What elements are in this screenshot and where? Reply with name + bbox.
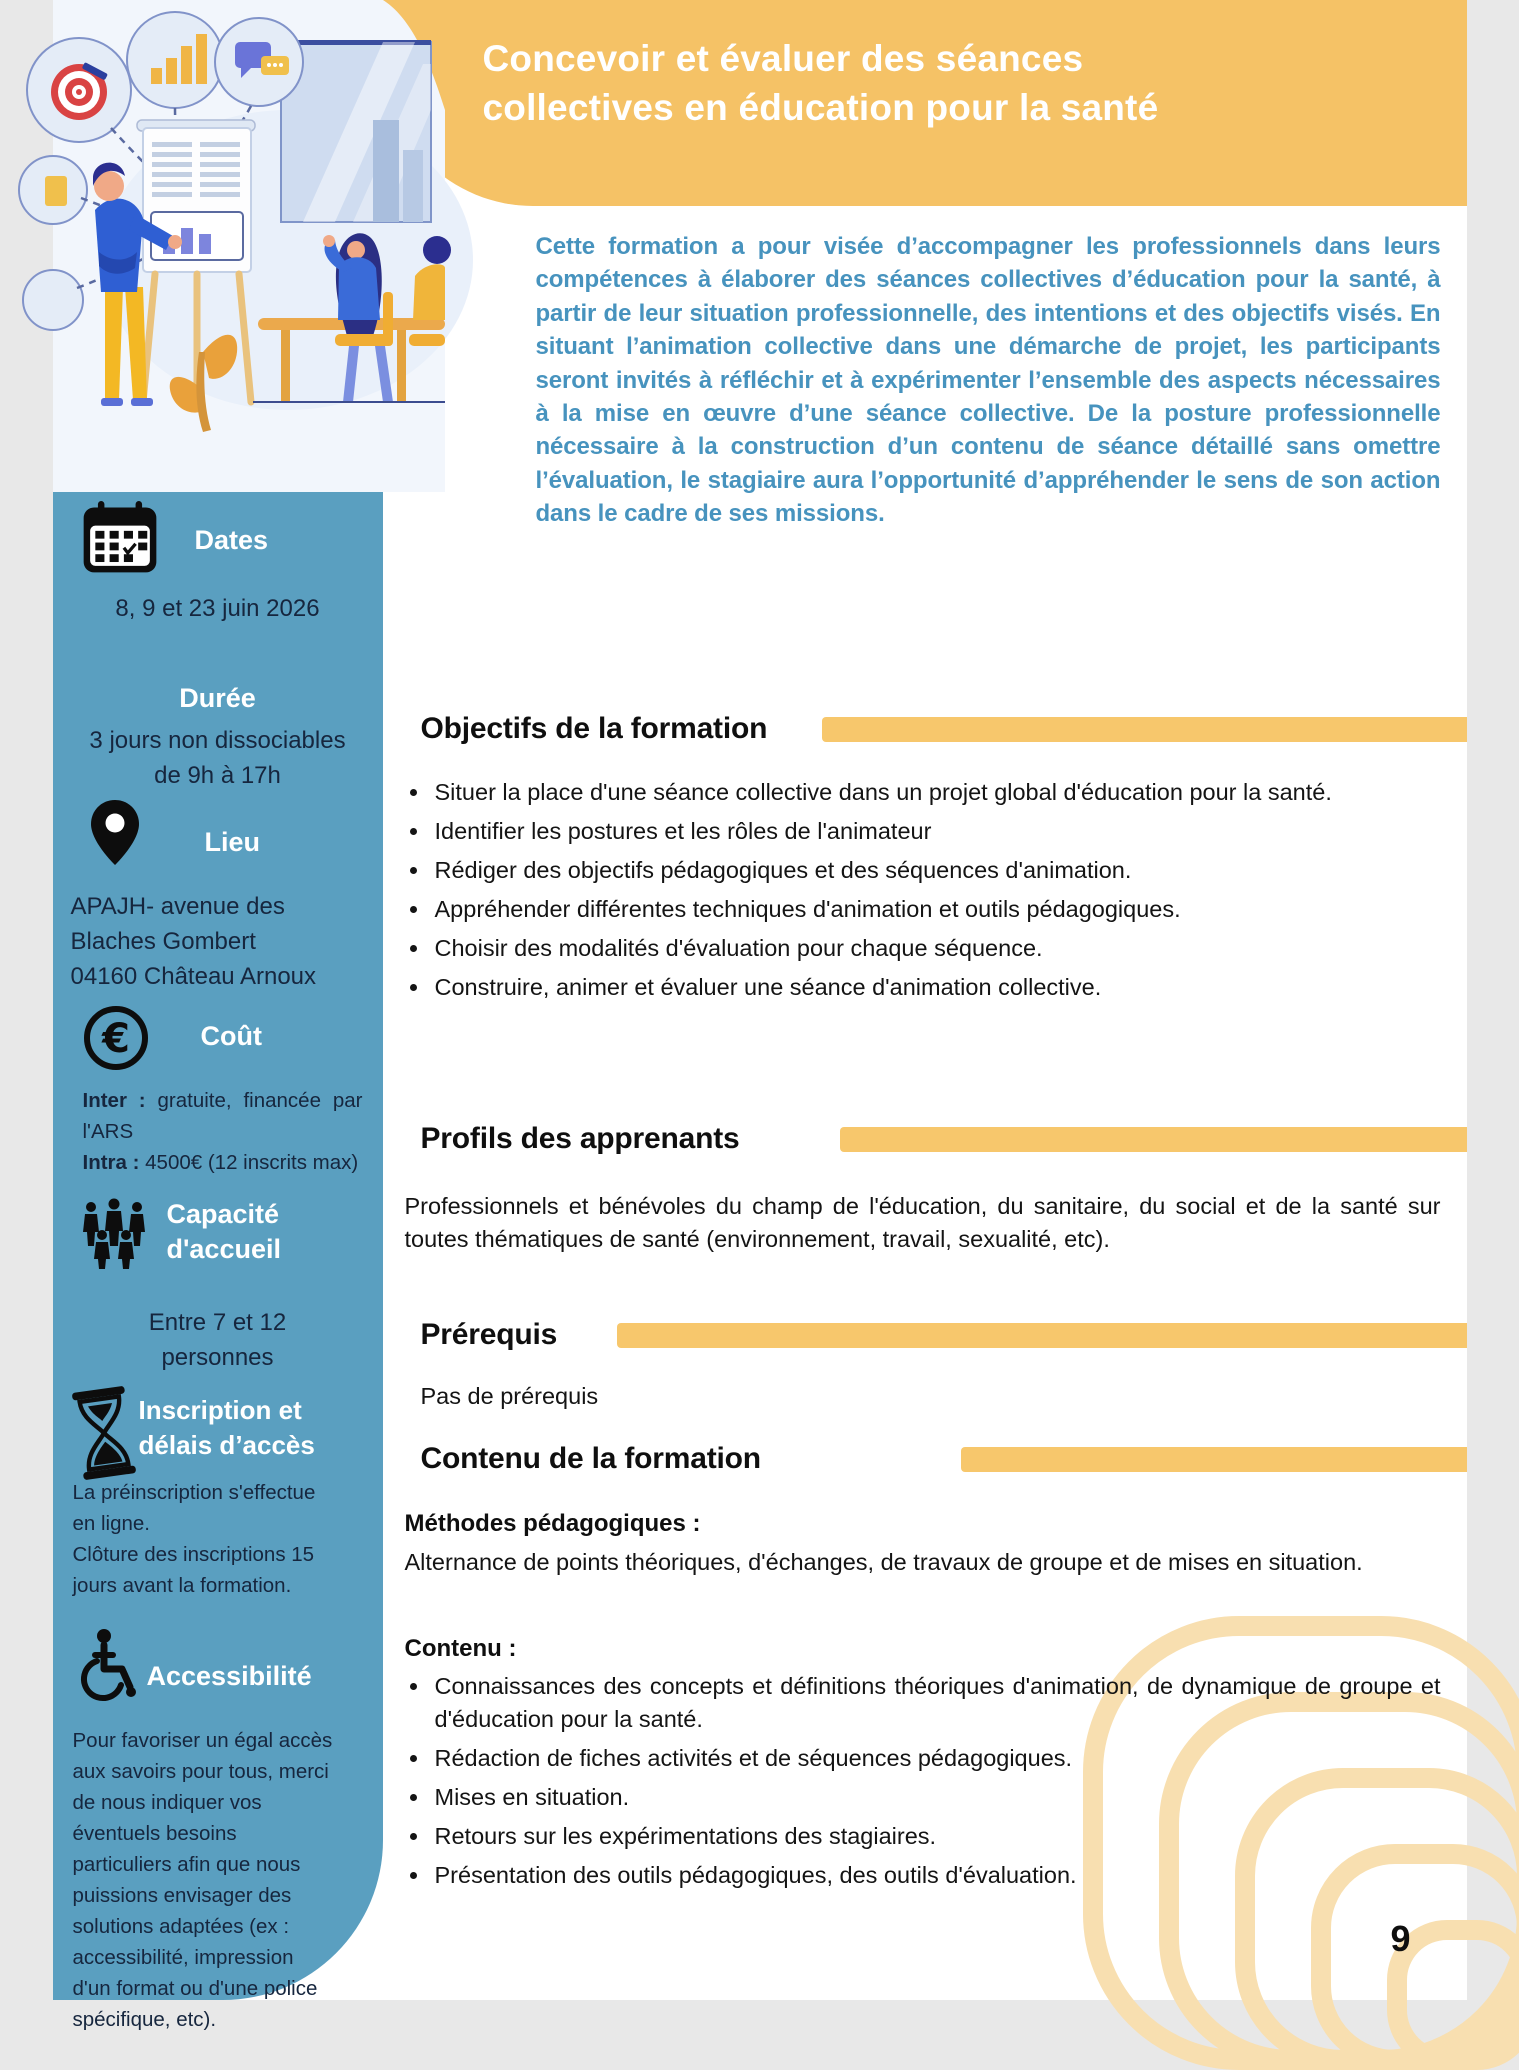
wheelchair-icon — [77, 1629, 139, 1701]
section-prerequis-heading — [421, 1318, 1467, 1352]
bullet-item: • Retours sur les expérimentations des stagiaires. — [431, 1820, 1441, 1853]
prerequis-text: Pas de prérequis — [421, 1383, 599, 1410]
page-header — [383, 0, 1467, 206]
bullet-item: • Identifier les postures et les rôles de l'animateur — [431, 815, 1441, 848]
page-title-line1: Concevoir et évaluer des séances — [483, 34, 1159, 83]
section-objectifs-heading — [421, 712, 1467, 746]
page-title — [483, 34, 1159, 132]
sidebar-accessibilite-title: Accessibilité — [147, 1659, 312, 1694]
objectifs-bullet-list — [405, 776, 1441, 1010]
sidebar-lieu-value: APAJH- avenue des Blaches Gombert 04160 Château Arnoux — [71, 889, 317, 994]
bullet-item: • Présentation des outils pédagogiques, des outils d'évaluation. — [431, 1859, 1441, 1892]
meeting-illustration-svg — [53, 0, 445, 492]
sidebar-cout-title: Coût — [201, 1019, 262, 1054]
methodes-label: Méthodes pédagogiques : — [405, 1510, 701, 1538]
profils-paragraph: Professionnels et bénévoles du champ de l'éducation, du sanitaire, du social et de la santé sur toutes thématiques de santé (environnement, travail, sexualité, etc). — [405, 1190, 1441, 1256]
meeting-illustration — [53, 0, 445, 492]
section-accent-bar — [840, 1127, 1467, 1152]
sidebar-duree-value: 3 jours non dissociables de 9h à 17h — [53, 723, 383, 793]
sidebar-dates-title: Dates — [195, 523, 269, 558]
training-sheet-page — [53, 0, 1467, 2000]
section-title: Contenu de la formation — [421, 1442, 761, 1476]
section-profils-heading — [421, 1122, 1467, 1156]
people-group-icon — [77, 1199, 151, 1269]
bullet-item: • Connaissances des concepts et définitions théoriques d'animation, de dynamique de groupe et d'éducation pour la santé. — [431, 1670, 1441, 1736]
contenu-bullet-list — [405, 1670, 1441, 1898]
bullet-item: • Construire, animer et évaluer une séance d'animation collective. — [431, 971, 1441, 1004]
sidebar-accessibilite-value: Pour favoriser un égal accès aux savoirs pour tous, merci de nous indiquer vos éventuels besoins particuliers afin que nous puissions envisager des solutions adaptées (ex : accessibilité, impression d'un format ou d'une police spécifique, etc). — [73, 1725, 333, 2035]
bullet-item: • Rédaction de fiches activités et de séquences pédagogiques. — [431, 1742, 1441, 1775]
methodes-paragraph: Alternance de points théoriques, d'échanges, de travaux de groupe et de mises en situation. — [405, 1546, 1441, 1579]
page-title-line2: collectives en éducation pour la santé — [483, 83, 1159, 132]
bullet-item: • Appréhender différentes techniques d'animation et outils pédagogiques. — [431, 893, 1441, 926]
section-accent-bar — [617, 1323, 1466, 1348]
sidebar-capacite-title: Capacité d'accueil — [167, 1197, 281, 1267]
bullet-item: • Situer la place d'une séance collective dans un projet global d'éducation pour la santé. — [431, 776, 1441, 809]
intro-paragraph: Cette formation a pour visée d’accompagner les professionnels dans leurs compétences à élaborer des séances collectives d’éducation pour la santé, à partir de leur situation professionnelle, des intentions et des objectifs visés. En situant l’animation collective dans une démarche de projet, les participants seront invités à réfléchir et à expérimenter l’ensemble des aspects nécessaires à la mise en œuvre d’une séance collective. De la posture professionnelle nécessaire à la construction d’un contenu de séance détaillé sans omettre l’évaluation, le stagiaire aura l’opportunité d’appréhender le sens de son action dans le cadre de ses missions. — [536, 230, 1441, 531]
euro-icon — [83, 1005, 149, 1071]
section-accent-bar — [822, 717, 1466, 742]
sidebar-lieu-title: Lieu — [205, 825, 261, 860]
section-title: Prérequis — [421, 1318, 558, 1352]
svg-text:€: € — [101, 1016, 130, 1062]
bullet-item: • Mises en situation. — [431, 1781, 1441, 1814]
sidebar-dates-value: 8, 9 et 23 juin 2026 — [53, 591, 383, 626]
sidebar-capacite-value: Entre 7 et 12 personnes — [53, 1305, 383, 1375]
section-title: Profils des apprenants — [421, 1122, 740, 1156]
bullet-item: • Rédiger des objectifs pédagogiques et des séquences d'animation. — [431, 854, 1441, 887]
location-pin-icon — [89, 799, 141, 871]
section-contenu-heading — [421, 1442, 1467, 1476]
section-accent-bar — [961, 1447, 1467, 1472]
contenu-label: Contenu : — [405, 1635, 517, 1663]
sidebar-cout-value: Inter : gratuite, financée par l'ARS Intra : 4500€ (12 inscrits max) — [83, 1085, 363, 1178]
info-sidebar — [53, 487, 383, 2000]
page-number: 9 — [1391, 1918, 1411, 1960]
sidebar-duree-title: Durée — [53, 681, 383, 716]
bullet-item: • Choisir des modalités d'évaluation pour chaque séquence. — [431, 932, 1441, 965]
hourglass-icon — [71, 1389, 137, 1477]
section-title: Objectifs de la formation — [421, 712, 768, 746]
calendar-icon — [81, 501, 159, 575]
sidebar-inscription-title: Inscription et délais d’accès — [139, 1393, 315, 1463]
sidebar-inscription-value: La préinscription s'effectue en ligne. Clôture des inscriptions 15 jours avant la formation. — [73, 1477, 316, 1601]
